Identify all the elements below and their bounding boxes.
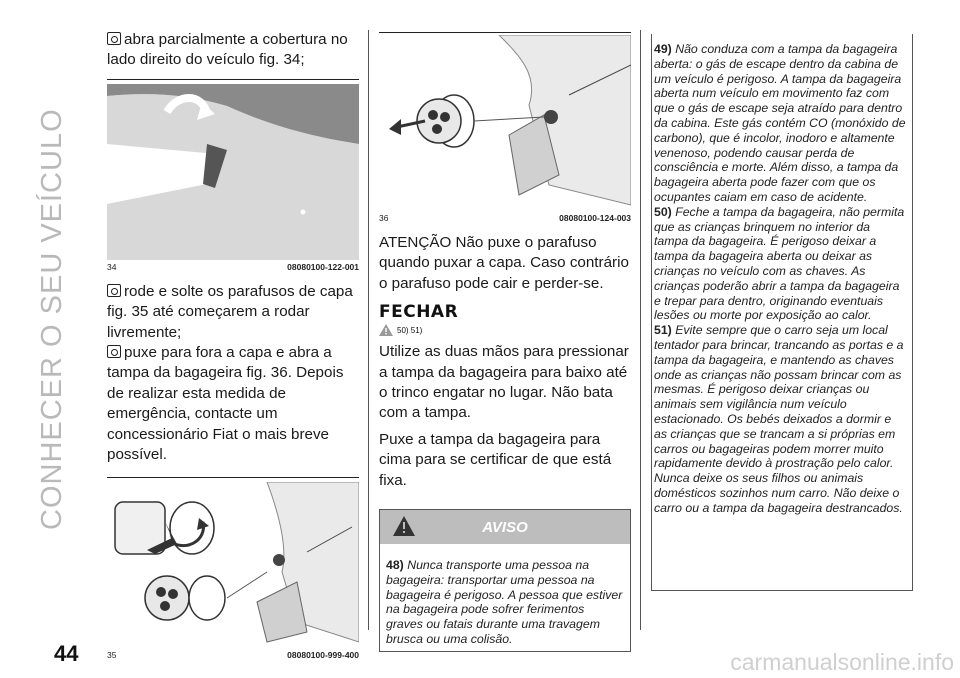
warning-box xyxy=(379,509,631,652)
paragraph: abra parcialmente a cobertura no lado direito do veículo fig. 34; xyxy=(107,31,348,69)
section-heading: FECHAR xyxy=(379,302,459,323)
warning-continuation-box xyxy=(651,34,913,591)
warning-text: 48) Nunca transporte uma pessoa na bagageira: transportar uma pessoa na bagageira é perigoso. A pessoa que estiver na bagageira pode sofrer ferimentos graves ou fatais durante uma travagem brusca ou uma colisão. xyxy=(386,558,623,647)
watermark: carmanualsonline.info xyxy=(730,649,954,675)
figure-36 xyxy=(379,32,631,223)
warning-item-50: 50) Feche a tampa da bagageira, não permita que as crianças brinquem no interior da tampa da bagageira. É perigoso deixar a tampa da bagageira aberta ou deixar as crianças no veículo com as chaves. As crianças poderão abrir a tampa da bagageira e trepar para dentro, originando eventuais lesões ou morte por exposição ao calor. xyxy=(654,204,905,323)
key-bullet-icon xyxy=(107,284,121,297)
figure-36-image xyxy=(379,35,631,211)
column-3 xyxy=(651,34,913,591)
column-1 xyxy=(107,30,359,660)
figure-caption: 34 08080100-122-001 xyxy=(107,261,359,272)
figure-caption: 35 08080100-999-400 xyxy=(107,650,359,661)
paragraph: rode e solte os parafusos de capa fig. 35 até começarem a rodar livremente; xyxy=(107,282,353,341)
figure-35-image xyxy=(107,482,359,648)
unscrew-cover-illustration xyxy=(107,482,359,648)
figure-34 xyxy=(107,79,359,272)
warning-refs: 50) 51) xyxy=(379,324,631,336)
warning-icon xyxy=(379,324,393,336)
paragraph: Puxe a tampa da bagageira para cima para se certificar de que está fixa. xyxy=(379,430,612,489)
section-side-title: CONHECER O SEU VEÍCULO xyxy=(36,108,68,530)
key-bullet-icon xyxy=(107,32,121,45)
warning-header: AVISO xyxy=(380,510,630,544)
open-boot-cover-illustration xyxy=(107,84,359,260)
paragraph: Utilize as duas mãos para pressionar a tampa da bagageira para baixo até o trinco engatar no lugar. Não bata com a tampa. xyxy=(379,343,629,422)
figure-35 xyxy=(107,477,359,660)
paragraph: ATENÇÃO Não puxe o parafuso quando puxar a capa. Caso contrário o parafuso pode cair e perder-se. xyxy=(379,234,629,292)
paragraph: puxe para fora a capa e abra a tampa da bagageira fig. 36. Depois de realizar esta medida de emergência, contacte um concessionário Fiat o mais breve possível. xyxy=(107,344,344,464)
warning-item-51: 51) Evite sempre que o carro seja um local tentador para brincar, trancando as portas e a tampa da bagageira, e mantendo as chaves onde as crianças não possam brincar com as mesmas. É perigoso deixar crianças ou animais sem vigilância num veículo estacionado. Os bebés deixados a dormir e as crianças que se trancam a si próprias em carros ou bagageiras podem morrer muito rapidamente devido à prostração pelo calor. Nunca deixe os seus filhos ou animais domésticos sozinhos num carro. Não deixe o carro ou a tampa da bagageira destrancados. xyxy=(654,323,904,515)
column-divider xyxy=(640,30,641,630)
pull-out-cover-illustration xyxy=(379,35,631,211)
key-bullet-icon xyxy=(107,345,121,358)
column-divider xyxy=(368,30,369,630)
figure-caption: 36 08080100-124-003 xyxy=(379,213,631,223)
page-number: 44 xyxy=(54,641,79,666)
column-2 xyxy=(379,30,631,652)
warning-item-49: 49) Não conduza com a tampa da bagageira aberta: o gás de escape dentro da cabina de um veículo é perigoso. A tampa da bagageira aberta num veículo em movimento faz com que o gás de escape seja atraído para dentro da cabina. Este gás contém CO (monóxido de carbono), que é incolor, inodoro e altamente venenoso, podendo causar perda de consciência e morte. Além disso, a tampa da bagageira aberta pode fazer com que os ocupantes caiam em caso de acidente. xyxy=(654,42,906,204)
figure-34-image xyxy=(107,84,359,260)
